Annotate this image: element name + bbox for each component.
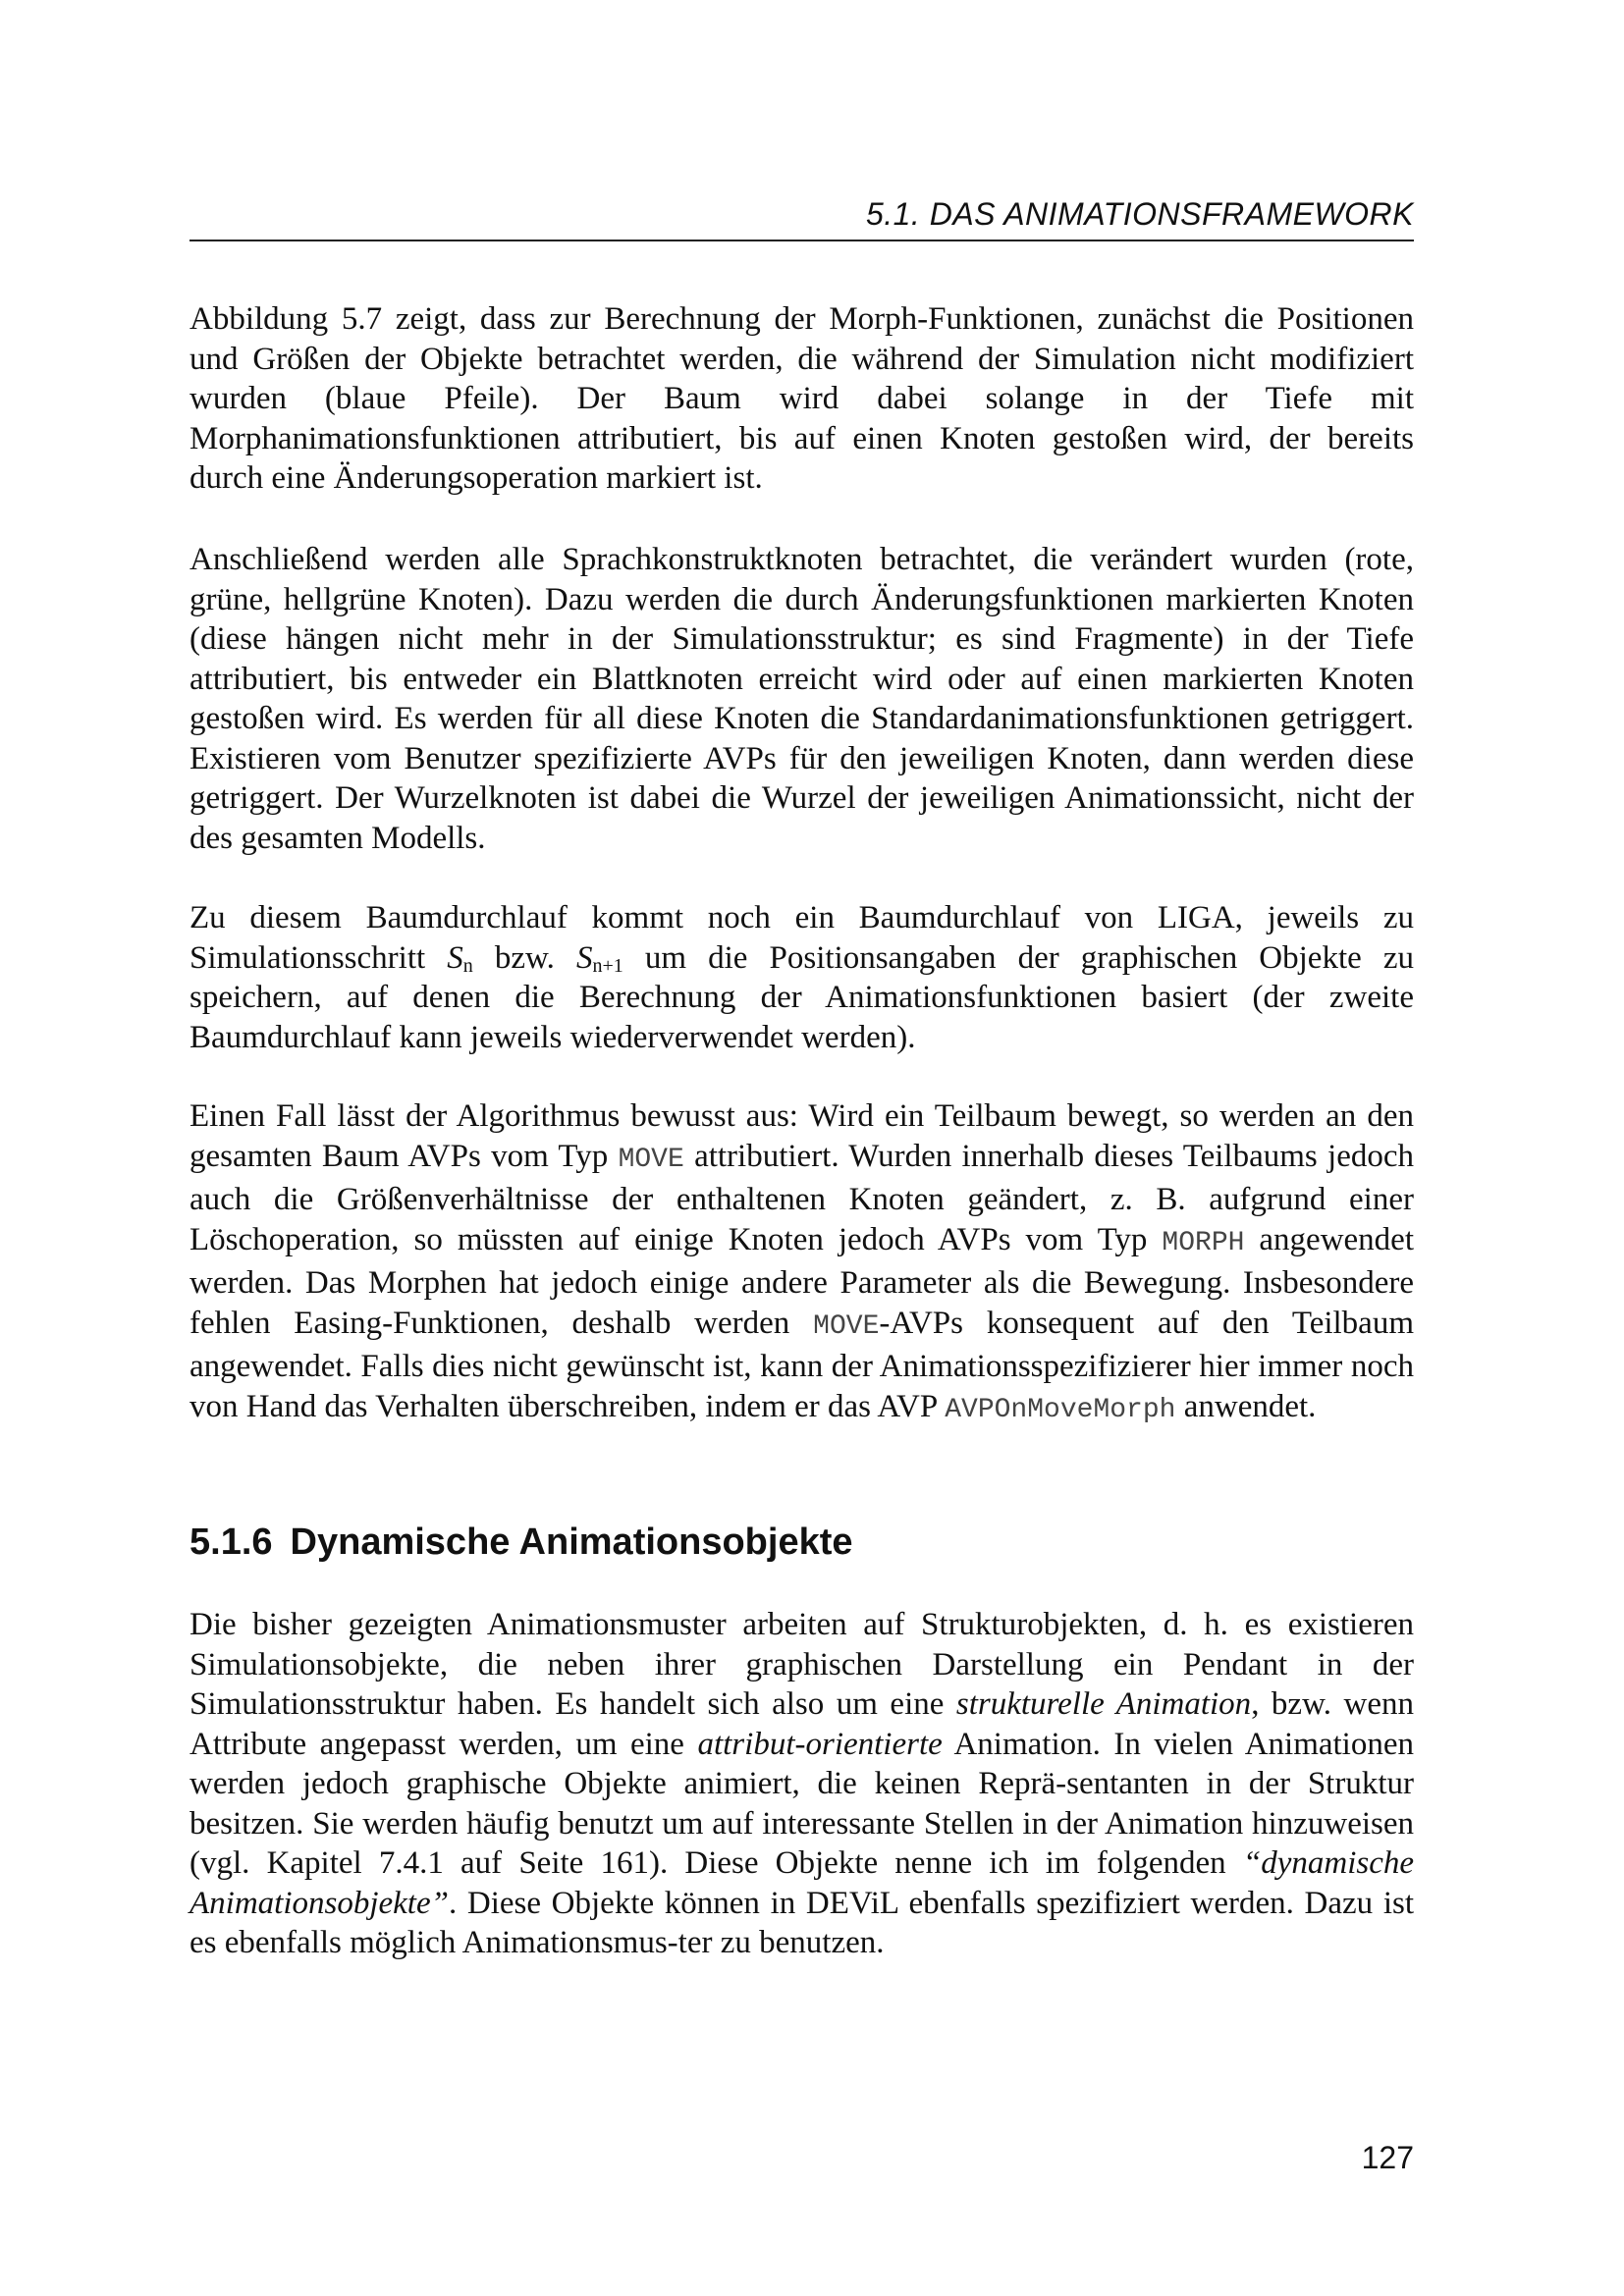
- math-symbol-s: S: [576, 939, 593, 976]
- text-run: , bzw. wenn Attribute angepasst werden, um eine: [189, 1686, 1414, 1762]
- math-subscript: n+1: [592, 954, 623, 977]
- text-run: -AVPs konsequent auf den Teilbaum angewendet. Falls dies nicht gewünscht ist, kann der Animationsspezifizierer hier immer noch von Hand das Verhalten überschreiben, indem er das AVP: [189, 1305, 1414, 1424]
- code-morph: MORPH: [1162, 1227, 1245, 1258]
- text-run: bzw.: [472, 939, 576, 976]
- text-run: . Diese Objekte können in DEViL ebenfalls spezifiziert werden. Dazu ist es ebenfalls möglich Animationsmus-ter zu benutzen.: [189, 1885, 1414, 1960]
- emphasis-text: “dynamische Animationsobjekte”: [189, 1845, 1414, 1921]
- code-move: MOVE: [813, 1310, 880, 1342]
- paragraph-dynamic-objects: [189, 1605, 1414, 1963]
- text-run: Einen Fall lässt der Algorithmus bewusst aus: Wird ein Teilbaum bewegt, so werden an den gesamten Baum AVPs vom Typ: [189, 1098, 1414, 1174]
- math-symbol-s: S: [447, 939, 463, 976]
- section-number: 5.1.6: [189, 1522, 273, 1563]
- text-run: attributiert. Wurden innerhalb dieses Teilbaums jedoch auch die Größenverhältnisse der enthaltenen Knoten geändert, z. B. aufgrund einer Löschoperation, so müssten auf einige Knoten jedoch AVPs vom Typ: [189, 1138, 1414, 1257]
- text-run: um die Positionsangaben der graphischen Objekte zu speichern, auf denen die Berechnung der Animationsfunktionen basiert (der zweite Baumdurchlauf kann jeweils wiederverwendet werden).: [189, 939, 1414, 1055]
- text-run: Die bisher gezeigten Animationsmuster arbeiten auf Strukturobjekten, d. h. es existieren Simulationsobjekte, die neben ihrer graphischen Darstellung ein Pendant in der Simulationsstruktur haben. Es handelt sich also um eine: [189, 1607, 1414, 1722]
- paragraph-move-morph-case: [189, 1096, 1414, 1430]
- running-header-title: 5.1. DAS ANIMATIONSFRAMEWORK: [865, 196, 1414, 232]
- paragraph-morph-functions: Abbildung 5.7 zeigt, dass zur Berechnung der Morph-Funktionen, zunächst die Positionen und Größen der Objekte betrachtet werden, die während der Simulation nicht modifiziert wurden (blaue Pfeile). Der Baum wird dabei solange in der Tiefe mit Morphanimationsfunktionen attributiert, bis auf einen Knoten gestoßen wird, der bereits durch eine Änderungsoperation markiert ist.: [189, 301, 1414, 496]
- text-run: angewendet werden. Das Morphen hat jedoch einige andere Parameter als die Bewegung. Insbesondere fehlen Easing-Funktionen, deshalb werden: [189, 1221, 1414, 1341]
- text-run: anwendet.: [1175, 1388, 1317, 1424]
- emphasis-text: attribut-orientierte: [697, 1726, 943, 1762]
- emphasis-text: strukturelle Animation: [955, 1686, 1252, 1722]
- code-move: MOVE: [618, 1144, 684, 1175]
- running-header: [189, 194, 1414, 241]
- paragraph-liga-traversal: [189, 898, 1414, 1057]
- paragraph-changed-nodes: Anschließend werden alle Sprachkonstruktknoten betrachtet, die verändert wurden (rote, grüne, hellgrüne Knoten). Dazu werden die durch Änderungsfunktionen markierten Knoten (diese hängen nicht mehr in der Simulationsstruktur; es sind Fragmente) in der Tiefe attributiert, bis entweder ein Blattknoten erreicht wird oder auf einen markierten Knoten gestoßen wird. Es werden für all diese Knoten die Standardanimationsfunktionen getriggert. Existieren vom Benutzer spezifizierte AVPs für den jeweiligen Knoten, dann werden diese getriggert. Der Wurzelknoten ist dabei die Wurzel der jeweiligen Animationssicht, nicht der des gesamten Modells.: [189, 542, 1414, 856]
- code-avponmovemorph: AVPOnMoveMorph: [945, 1394, 1176, 1425]
- page-number: 127: [1361, 2140, 1414, 2175]
- section-heading: [189, 1520, 853, 1565]
- text-run: Animation. In vielen Animationen werden jedoch graphische Objekte animiert, die keinen Reprä-sentanten in der Struktur besitzen. Sie werden häufig benutzt um auf interessante Stellen in der Animation hinzuweisen (vgl. Kapitel 7.4.1 auf Seite 161). Diese Objekte nenne ich im folgenden: [189, 1726, 1414, 1881]
- math-subscript: n: [462, 954, 473, 977]
- section-title-text: Dynamische Animationsobjekte: [290, 1522, 853, 1563]
- text-run: Zu diesem Baumdurchlauf kommt noch ein Baumdurchlauf von LIGA, jeweils zu Simulationsschritt: [189, 900, 1414, 976]
